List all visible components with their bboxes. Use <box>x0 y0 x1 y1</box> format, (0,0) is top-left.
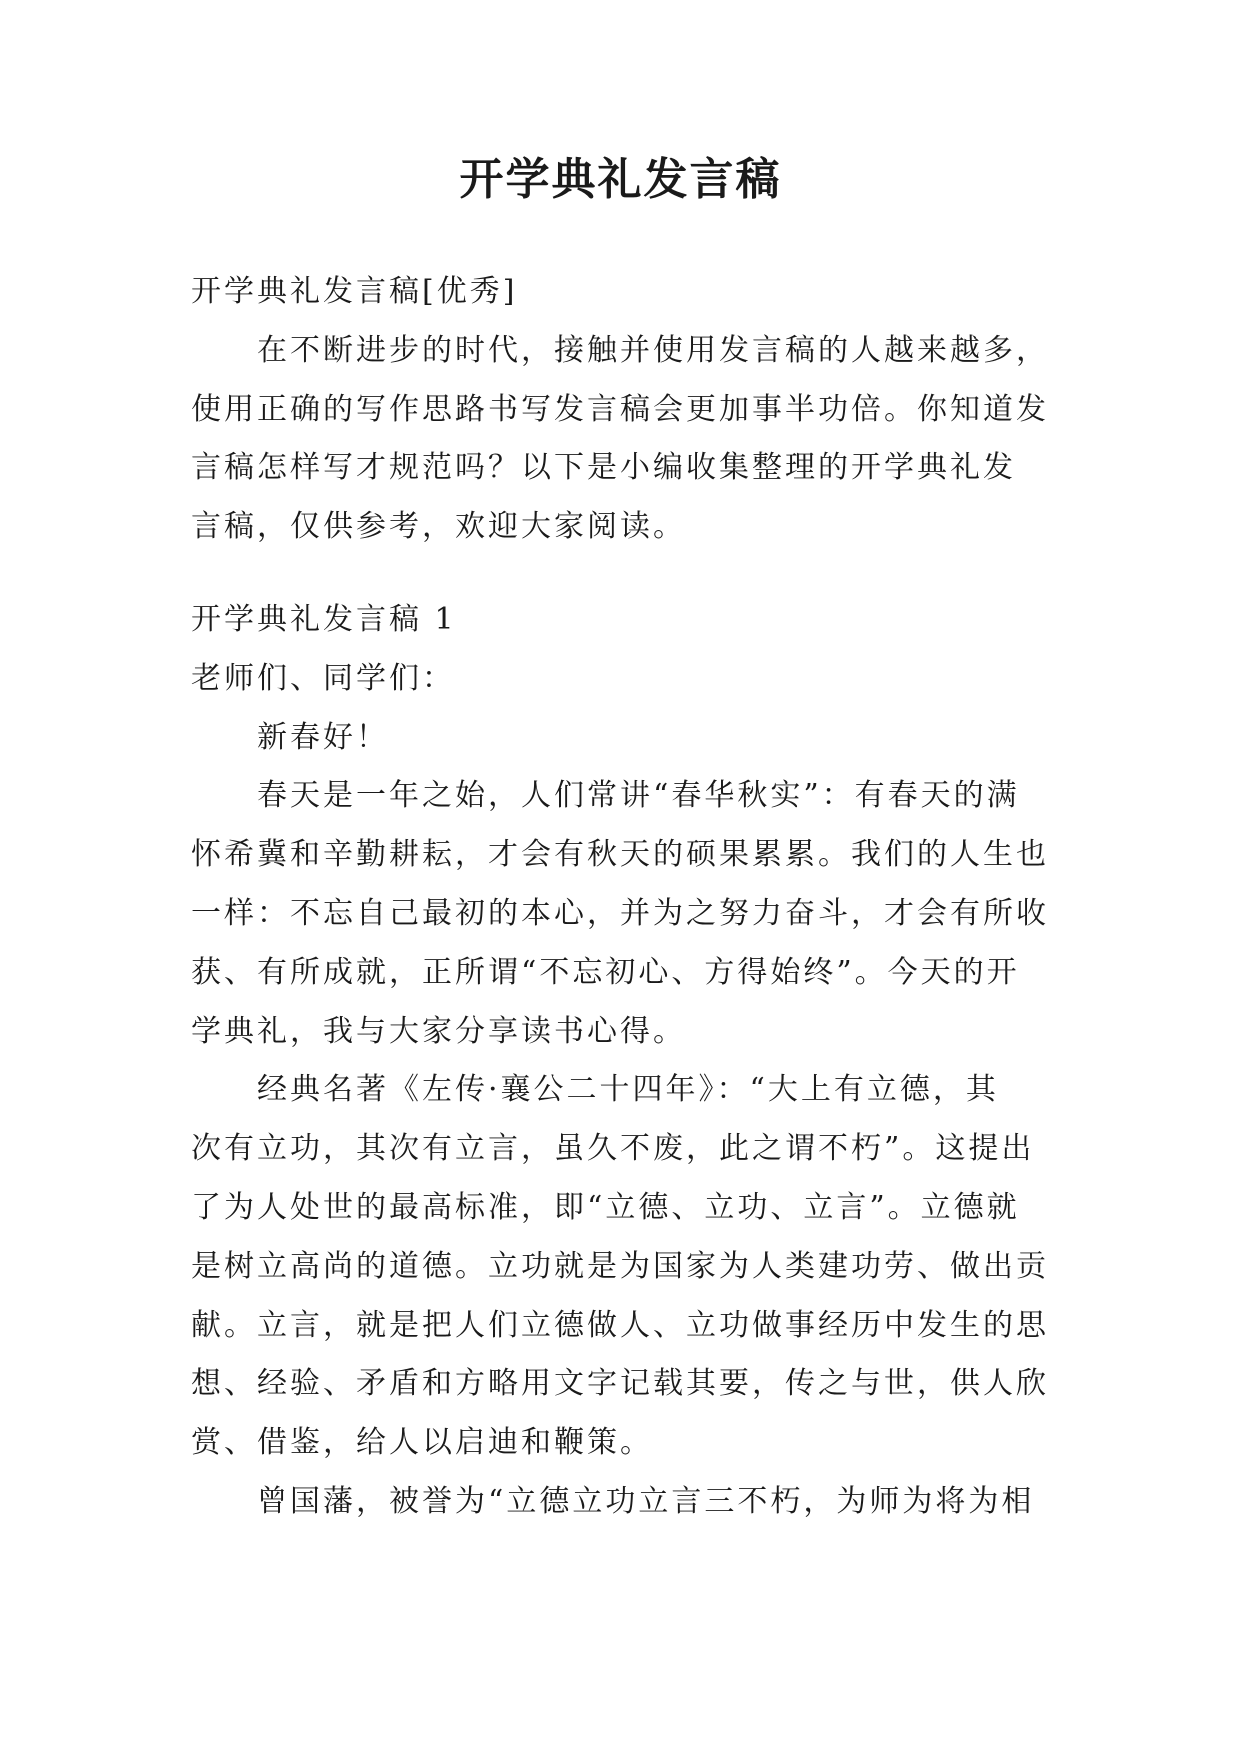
paragraph-line: 献。立言，就是把人们立德做人、立功做事经历中发生的思 <box>191 1307 1049 1343</box>
intro-line: 言稿，仅供参考，欢迎大家阅读。 <box>191 509 686 545</box>
paragraph-line: 怀希冀和辛勤耕耘，才会有秋天的硕果累累。我们的人生也 <box>191 837 1049 873</box>
spacer <box>191 557 1051 591</box>
paragraph-line: 经典名著《左传·襄公二十四年》：“大上有立德，其 <box>257 1072 999 1108</box>
document-title: 开学典礼发言稿 <box>459 154 782 205</box>
document-body <box>191 263 1051 1532</box>
paragraph-line: 想、经验、矛盾和方略用文字记载其要，传之与世，供人欣 <box>191 1366 1049 1402</box>
paragraph-line: 了为人处世的最高标准，即“立德、立功、立言”。立德就 <box>191 1189 1020 1225</box>
intro-line: 使用正确的写作思路书写发言稿会更加事半功倍。你知道发 <box>191 391 1049 427</box>
paragraph-line: 是树立高尚的道德。立功就是为国家为人类建功劳、做出贡 <box>191 1248 1049 1284</box>
document-subtitle: 开学典礼发言稿[优秀] <box>191 274 518 309</box>
paragraph-line: 春天是一年之始，人们常讲“春华秋实”：有春天的满 <box>257 778 1020 814</box>
paragraph-line: 次有立功，其次有立言，虽久不废，此之谓不朽”。这提出 <box>191 1131 1035 1167</box>
section-heading: 开学典礼发言稿 1 <box>191 601 457 637</box>
paragraph-line: 曾国藩，被誉为“立德立功立言三不朽，为师为将为相 <box>257 1483 1035 1519</box>
paragraph-line: 赏、借鉴，给人以启迪和鞭策。 <box>191 1425 653 1461</box>
intro-line: 言稿怎样写才规范吗？以下是小编收集整理的开学典礼发 <box>191 450 1016 486</box>
paragraph-line: 一样：不忘自己最初的本心，并为之努力奋斗，才会有所收 <box>191 895 1049 931</box>
paragraph-line: 学典礼，我与大家分享读书心得。 <box>191 1013 686 1049</box>
intro-line: 在不断进步的时代，接触并使用发言稿的人越来越多， <box>257 332 1049 368</box>
salutation: 老师们、同学们： <box>191 660 455 696</box>
greeting: 新春好！ <box>257 719 389 755</box>
paragraph-line: 获、有所成就，正所谓“不忘初心、方得始终”。今天的开 <box>191 954 1020 990</box>
